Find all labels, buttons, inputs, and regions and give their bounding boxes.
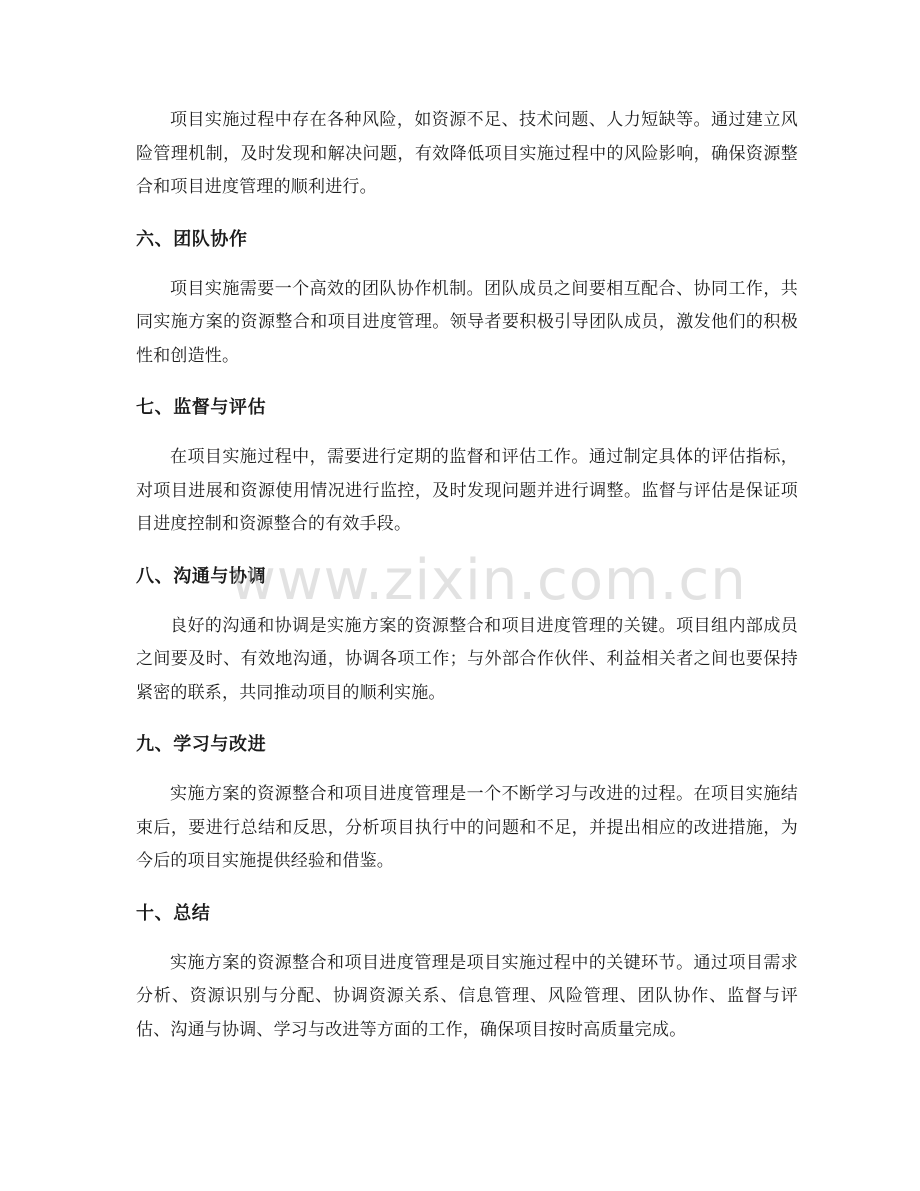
section-paragraph-6: 项目实施需要一个高效的团队协作机制。团队成员之间要相互配合、协同工作，共同实施方案的资源整合和项目进度管理。领导者要积极引导团队成员，激发他们的积极性和创造性。 xyxy=(136,278,798,366)
section-heading-6: 六、团队协作 xyxy=(136,228,248,250)
section-heading-9: 九、学习与改进 xyxy=(136,734,267,755)
section-heading-7: 七、监督与评估 xyxy=(136,397,267,418)
section-paragraph-7: 在项目实施过程中，需要进行定期的监督和评估工作。通过制定具体的评估指标，对项目进展和资源使用情况进行监控，及时发现问题并进行调整。监督与评估是保证项目进度控制和资源整合的有效手段。 xyxy=(136,447,798,534)
section-paragraph-10: 实施方案的资源整合和项目进度管理是项目实施过程中的关键环节。通过项目需求分析、资源识别与分配、协调资源关系、信息管理、风险管理、团队协作、监督与评估、沟通与协调、学习与改进等方面的工作，确保项目按时高质量完成。 xyxy=(136,952,798,1040)
section-paragraph-9: 实施方案的资源整合和项目进度管理是一个不断学习与改进的过程。在项目实施结束后，要进行总结和反思，分析项目执行中的问题和不足，并提出相应的改进措施，为今后的项目实施提供经验和借鉴。 xyxy=(136,784,798,871)
section-heading-10: 十、总结 xyxy=(136,902,211,924)
section-heading-8: 八、沟通与协调 xyxy=(136,565,267,587)
intro-paragraph: 项目实施过程中存在各种风险，如资源不足、技术问题、人力短缺等。通过建立风险管理机制，及时发现和解决问题，有效降低项目实施过程中的风险影响，确保资源整合和项目进度管理的顺利进行。 xyxy=(136,110,798,197)
watermark-text: www.zixin.com.cn xyxy=(230,548,747,613)
section-paragraph-8: 良好的沟通和协调是实施方案的资源整合和项目进度管理的关键。项目组内部成员之间要及时、有效地沟通，协调各项工作；与外部合作伙伴、利益相关者之间也要保持紧密的联系，共同推动项目的顺利实施。 xyxy=(136,615,798,703)
